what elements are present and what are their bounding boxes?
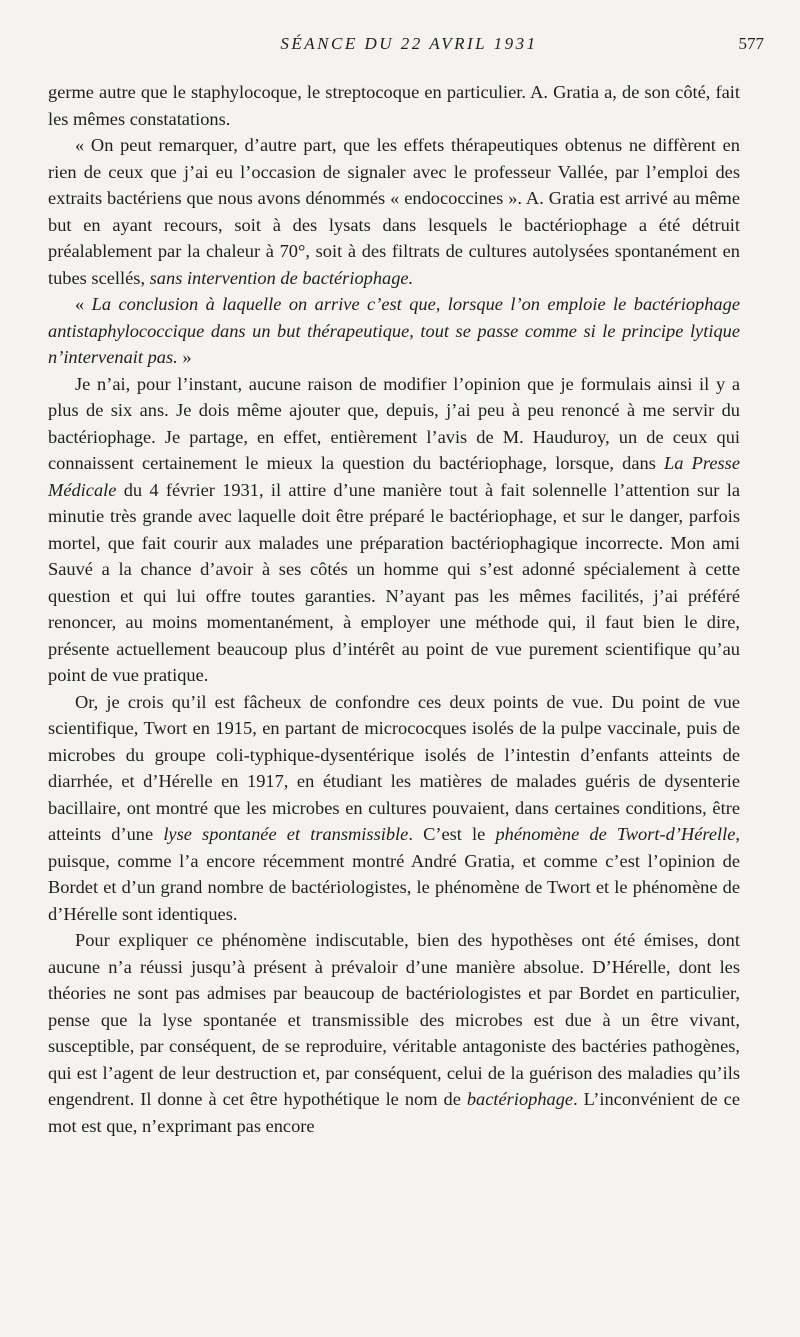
text-run: du 4 février 1931, il attire d’une manière tout à fait solennelle l’attention sur la minutie très grande avec laquelle doit être préparé le bactériophage, et sur le danger, parfois mortel, que fait courir aux malades une préparation bactériophagique incorrecte. Mon ami Sauvé a la chance d’avoir à ses côtés un homme qui s’est adonné spécialement à cette question et qui lui offre toutes garanties. N’ayant pas les mêmes facilités, j’ai préféré renoncer, au moins momentanément, à employer une méthode qui, il faut bien le dire, présente actuellement beaucoup plus d’intérêt au point de vue purement scientifique qu’au point de vue pratique.: [48, 479, 740, 685]
italic-text: sans intervention de bactériophage.: [149, 267, 414, 288]
italic-text: bactériophage: [466, 1089, 574, 1109]
text-run: Je n’ai, pour l’instant, aucune raison de modifier l’opinion que je formulais ainsi il y a plus de six ans. Je dois même ajouter que, depuis, j’ai peu à peu renoncé à me servir du bactériophage. Je partage, en effet, entièrement l’avis de M. Hauduroy, un de ceux qui connaissent certainement le mieux la question du bactériophage, lorsque, dans: [48, 373, 740, 473]
italic-text: phénomène de Twort-d’Hérelle: [495, 824, 736, 844]
page-number: 577: [738, 34, 764, 53]
text-run: »: [177, 347, 192, 367]
italic-text: lyse spontanée et transmissible: [163, 824, 409, 844]
text-run: germe autre que le staphylocoque, le streptocoque en particulier. A. Gratia a, de son côté, fait les mêmes constatations.: [48, 82, 740, 129]
paragraph: [48, 79, 740, 132]
text-run: Or, je crois qu’il est fâcheux de confondre ces deux points de vue. Du point de vue scientifique, Twort en 1915, en partant de micrococques isolés de la pulpe vaccinale, puis de microbes du groupe coli-typhique-dysentérique isolés de l’intestin d’enfants atteints de diarrhée, et d’Hérelle en 1917, en étudiant les matières de malades guéris de dysenterie bacillaire, ont montré que les microbes en cultures pouvaient, dans certaines conditions, être atteints d’une: [48, 691, 740, 844]
body-text: [48, 79, 740, 1139]
paragraph: [48, 689, 740, 928]
text-run: « On peut remarquer, d’autre part, que les effets thérapeutiques obtenus ne diffèrent en rien de ceux que j’ai eu l’occasion de signaler avec le professeur Vallée, par l’emploi des extraits bactériens que nous avons dénommés « endococcines ». A. Gratia est arrivé au même but en ayant recours, soit à des lysats dans lesquels le bactériophage a été détruit préalablement par la chaleur à 70°, soit à des filtrats de cultures autolysées spontanément en tubes scellés,: [48, 135, 740, 288]
text-run: . L’inconvénient de ce mot est que, n’exprimant pas encore: [48, 1089, 740, 1136]
paragraph: [48, 371, 740, 689]
running-title: SÉANCE DU 22 AVRIL 1931: [280, 34, 538, 53]
italic-text: La Presse Médicale: [48, 453, 741, 500]
text-run: «: [75, 294, 92, 314]
paragraph: [48, 291, 740, 371]
italic-text: La conclusion à laquelle on arrive c’est que, lorsque l’on emploie le bactériophage antistaphylococcique dans un but thérapeutique, tout se passe comme si le principe lytique n’intervenait pas.: [48, 294, 740, 367]
page-header: [48, 34, 770, 60]
text-run: , puisque, comme l’a encore récemment montré André Gratia, et comme c’est l’opinion de Bordet et d’un grand nombre de bactériologistes, le phénomène de Twort et le phénomène de d’Hérelle sont identiques.: [48, 824, 741, 924]
paragraph: [48, 927, 740, 1139]
text-run: . C’est le: [408, 824, 496, 844]
paragraph: [48, 132, 740, 291]
text-run: Pour expliquer ce phénomène indiscutable, bien des hypothèses ont été émises, dont aucune n’a réussi jusqu’à présent à prévaloir d’une manière absolue. D’Hérelle, dont les théories ne sont pas admises par beaucoup de bactériologistes et par Bordet en particulier, pense que la lyse spontanée et transmissible des microbes est due à un être vivant, susceptible, par conséquent, de se reproduire, véritable antagoniste des bactéries pathogènes, qui est l’agent de leur destruction et, par conséquent, celui de la guérison des maladies qu’ils engendrent. Il donne à cet être hypothétique le nom de: [48, 930, 740, 1109]
